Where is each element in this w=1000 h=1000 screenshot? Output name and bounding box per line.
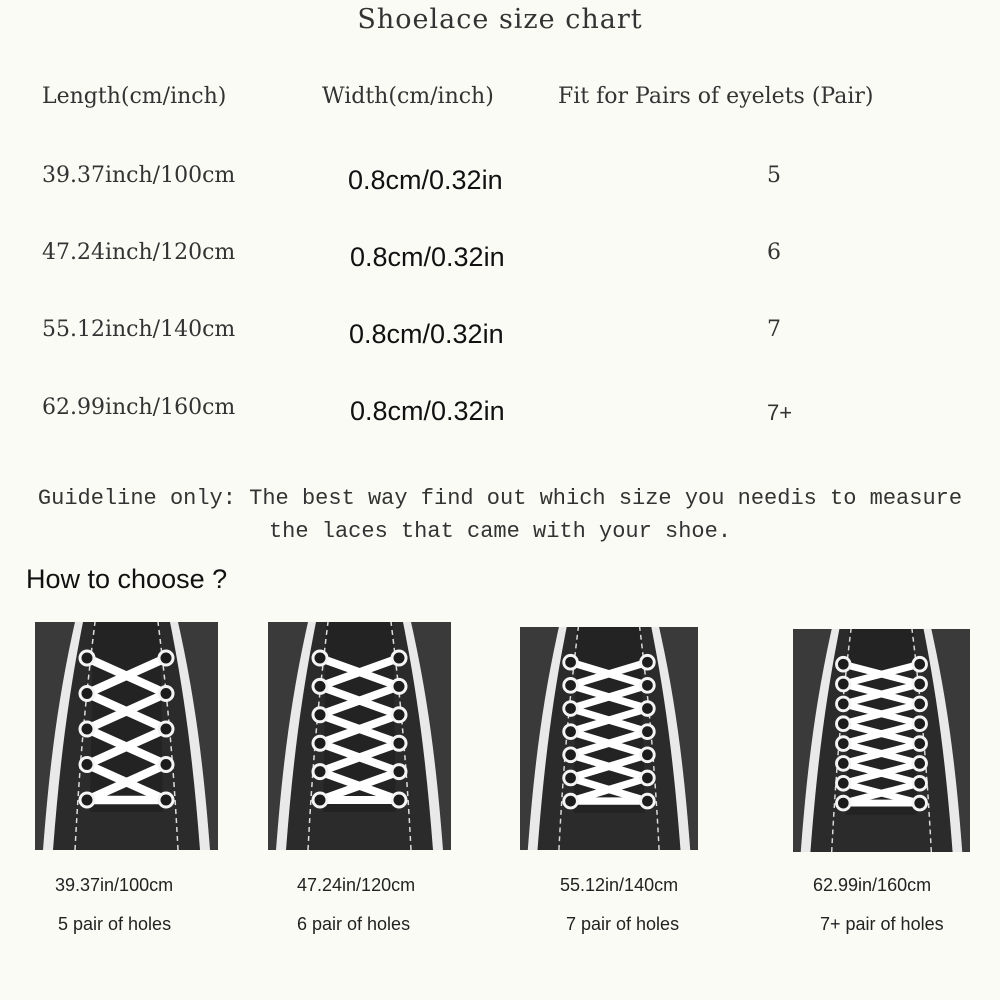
eyelet — [564, 794, 578, 808]
eyelet — [159, 722, 173, 736]
eyelet — [837, 796, 851, 810]
shoe-lacing-image — [520, 627, 698, 850]
shoe-illustration-5-pairs — [35, 622, 218, 850]
eyelet — [392, 708, 406, 722]
eyelet — [641, 748, 655, 762]
eyelet — [837, 657, 851, 671]
eyelet — [392, 651, 406, 665]
eyelet — [837, 776, 851, 790]
row-fit: 5 — [767, 163, 781, 188]
shoe-holes-caption: 5 pair of holes — [58, 914, 172, 934]
row-fit: 6 — [767, 240, 781, 265]
row-width: 0.8cm/0.32in — [350, 242, 505, 272]
shoe-length-caption: 55.12in/140cm — [560, 875, 679, 895]
row-length: 62.99inch/160cm — [42, 395, 236, 420]
eyelet — [80, 651, 94, 665]
shoe-holes-caption: 6 pair of holes — [297, 914, 411, 934]
eyelet — [313, 679, 327, 693]
eyelet — [913, 757, 927, 771]
row-length: 47.24inch/120cm — [42, 240, 236, 265]
shoe-length-caption: 39.37in/100cm — [55, 875, 174, 895]
section-heading: How to choose ? — [26, 564, 228, 594]
eyelet — [837, 757, 851, 771]
eyelet — [913, 796, 927, 810]
eyelet — [313, 793, 327, 807]
header-length: Length(cm/inch) — [42, 84, 227, 109]
eyelet — [392, 793, 406, 807]
row-fit: 7+ — [767, 400, 793, 425]
eyelet — [564, 679, 578, 693]
eyelet — [641, 702, 655, 716]
eyelet — [313, 651, 327, 665]
shoe-length-caption: 47.24in/120cm — [297, 875, 416, 895]
eyelet — [564, 702, 578, 716]
eyelet — [641, 679, 655, 693]
eyelet — [641, 655, 655, 669]
header-fit-eyelets: Fit for Pairs of eyelets (Pair) — [558, 84, 874, 109]
eyelet — [913, 717, 927, 731]
eyelet — [80, 793, 94, 807]
shoe-lacing-image — [793, 629, 970, 852]
row-fit: 7 — [767, 317, 781, 342]
eyelet — [80, 722, 94, 736]
shoe-illustration-6-pairs — [268, 622, 451, 850]
eyelet — [159, 758, 173, 772]
guideline-line-2: the laces that came with your shoe. — [268, 519, 732, 544]
shoe-illustration-7-pairs — [520, 627, 698, 850]
eyelet — [313, 765, 327, 779]
eyelet — [564, 655, 578, 669]
chart-title: Shoelace size chart — [357, 4, 643, 35]
shoe-illustration-7-plus-pairs — [793, 629, 970, 852]
eyelet — [564, 771, 578, 785]
eyelet — [392, 765, 406, 779]
guideline-note — [10, 482, 990, 548]
eyelet — [641, 794, 655, 808]
eyelet — [913, 657, 927, 671]
eyelet — [564, 748, 578, 762]
row-width: 0.8cm/0.32in — [350, 396, 505, 426]
row-length: 55.12inch/140cm — [42, 317, 236, 342]
eyelet — [159, 651, 173, 665]
eyelet — [313, 708, 327, 722]
eyelet — [159, 687, 173, 701]
eyelet — [392, 679, 406, 693]
shoe-length-caption: 62.99in/160cm — [813, 875, 932, 895]
eyelet — [564, 725, 578, 739]
header-width: Width(cm/inch) — [322, 84, 494, 109]
eyelet — [913, 697, 927, 711]
shoe-lacing-image — [35, 622, 218, 850]
eyelet — [80, 758, 94, 772]
eyelet — [837, 737, 851, 751]
eyelet — [837, 697, 851, 711]
row-length: 39.37inch/100cm — [42, 163, 236, 188]
row-width: 0.8cm/0.32in — [348, 165, 503, 195]
eyelet — [80, 687, 94, 701]
eyelet — [313, 736, 327, 750]
eyelet — [837, 717, 851, 731]
eyelet — [913, 776, 927, 790]
guideline-line-1: Guideline only: The best way find out which size you needis to measure — [37, 486, 963, 511]
eyelet — [392, 736, 406, 750]
shoe-holes-caption: 7 pair of holes — [566, 914, 680, 934]
eyelet — [641, 725, 655, 739]
eyelet — [641, 771, 655, 785]
eyelet — [913, 677, 927, 691]
shoe-holes-caption: 7+ pair of holes — [820, 914, 944, 934]
eyelet — [913, 737, 927, 751]
eyelet — [837, 677, 851, 691]
eyelet — [159, 793, 173, 807]
shoe-lacing-image — [268, 622, 451, 850]
row-width: 0.8cm/0.32in — [349, 319, 504, 349]
